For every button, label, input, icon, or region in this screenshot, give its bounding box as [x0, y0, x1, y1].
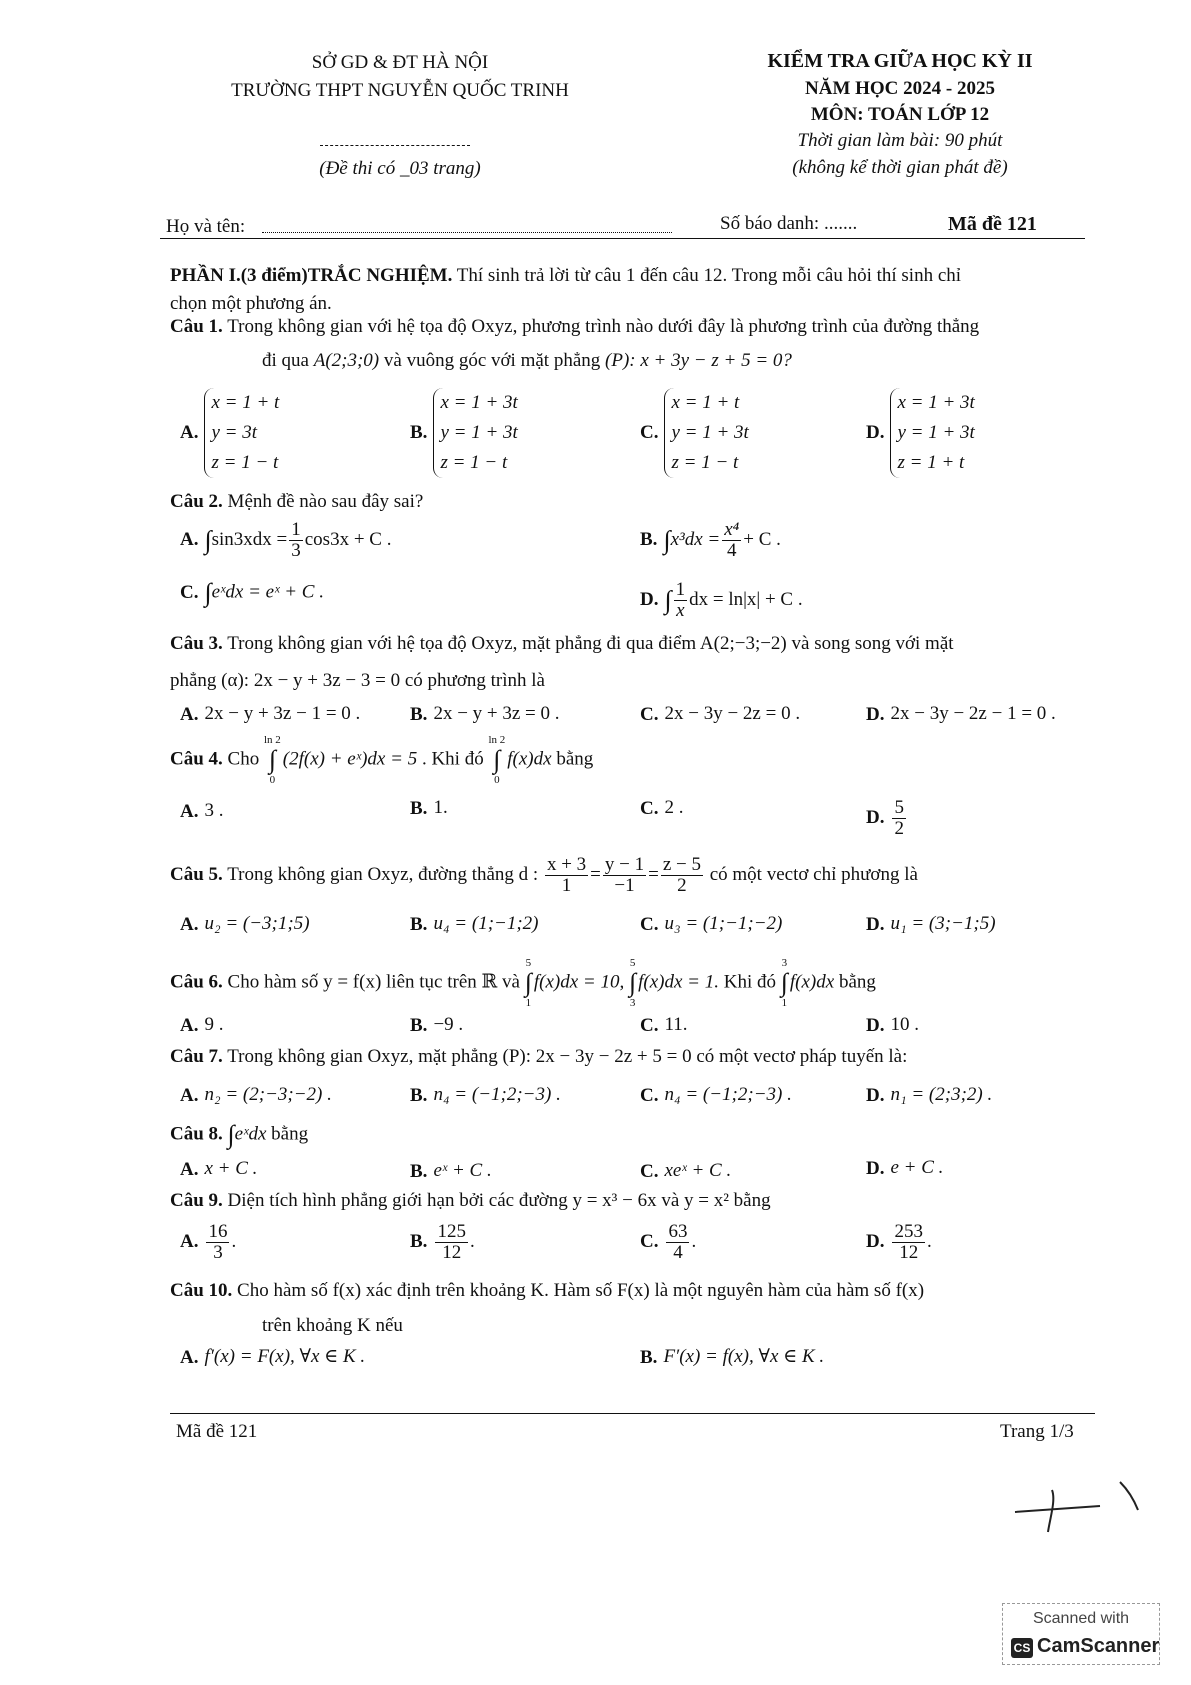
question-7: Câu 7. Trong không gian Oxyz, mặt phẳng (P): 2x − 3y − 2z + 5 = 0 có một vectơ pháp tuyến là: [170, 1046, 908, 1067]
q9-option-a[interactable]: A. $\frac{16}{3}$ . [180, 1221, 237, 1263]
q4-option-d[interactable]: D. $\frac{5}{2}$ [866, 797, 904, 839]
question-5: Câu 5. Trong không gian Oxyz, đường thẳng d : $\frac{x + 3}{1}$ = $\frac{y - 1}{-1}$ = $\frac{z - 5}{2}$ có một vectơ chỉ phương là [170, 854, 918, 896]
q8-option-d[interactable]: D. e + C . [866, 1157, 944, 1179]
question-3: Câu 3. Trong không gian với hệ tọa độ Oxyz, mặt phẳng đi qua điểm A(2;−3;−2) và song song với mặt [170, 633, 954, 654]
time-note: (không kể thời gian phát đề) [792, 157, 1008, 178]
q1-option-b[interactable]: B.x = 1 + 3t y = 1 + 3t z = 1 − t [410, 388, 518, 478]
divider [320, 145, 470, 146]
q5-option-b[interactable]: B. u₄ = (1;−1;2) [410, 913, 539, 935]
q3-option-d[interactable]: D. 2x − 3y − 2z − 1 = 0 . [866, 703, 1056, 725]
exam-title: KIỂM TRA GIỮA HỌC KỲ II [767, 50, 1033, 72]
q3-option-a[interactable]: A. 2x − y + 3z − 1 = 0 . [180, 703, 361, 725]
school-year: NĂM HỌC 2024 - 2025 [805, 78, 995, 99]
q7-option-d[interactable]: D. n₁ = (2;3;2) . [866, 1084, 993, 1106]
name-field[interactable] [262, 232, 672, 233]
student-id: Số báo danh: ....... [720, 213, 858, 234]
question-1: Câu 1. Trong không gian với hệ tọa độ Oxyz, phương trình nào dưới đây là phương trình của đường thẳng [170, 316, 980, 337]
q8-option-c[interactable]: C. xeˣ + C . [640, 1160, 732, 1182]
q7-option-a[interactable]: A. n₂ = (2;−3;−2) . [180, 1084, 332, 1106]
q6-option-d[interactable]: D. 10 . [866, 1014, 919, 1036]
q6-option-c[interactable]: C. 11. [640, 1014, 688, 1036]
question-6: Câu 6. Cho hàm số y = f(x) liên tục trên ℝ và 5 ∫ 1f(x)dx = 10, 5 ∫ 3f(x)dx = 1. Khi đó 3 ∫ 1f(x)dx bằng [170, 957, 876, 1009]
footer-code: Mã đề 121 [176, 1421, 258, 1442]
signature-mark [1010, 1470, 1150, 1540]
stamp-line1: Scanned with [1032, 1610, 1130, 1627]
q6-option-b[interactable]: B. −9 . [410, 1014, 464, 1036]
q1-option-a[interactable]: A.x = 1 + t y = 3t z = 1 − t [180, 388, 279, 478]
question-4: Câu 4. Cho ln 2 ∫ 0(2f(x) + eˣ)dx = 5 . Khi đó ln 2 ∫ 0f(x)dx bằng [170, 734, 594, 786]
question-1-line2: đi qua A(2;3;0) và vuông góc với mặt phẳng (P): x + 3y − z + 5 = 0? [262, 350, 792, 371]
name-label: Họ và tên: [166, 216, 246, 237]
q5-option-a[interactable]: A. u₂ = (−3;1;5) [180, 913, 310, 935]
q1-option-d[interactable]: D.x = 1 + 3t y = 1 + 3t z = 1 + t [866, 388, 975, 478]
q9-option-b[interactable]: B. $\frac{125}{12}$ . [410, 1221, 475, 1263]
q4-option-a[interactable]: A. 3 . [180, 800, 224, 822]
header-rule [160, 238, 1085, 239]
subject: MÔN: TOÁN LỚP 12 [810, 104, 990, 125]
q9-option-c[interactable]: C. $\frac{63}{4}$ . [640, 1221, 697, 1263]
question-3-line2: phẳng (α): 2x − y + 3z − 3 = 0 có phương trình là [170, 670, 545, 691]
q10-option-a[interactable]: A. f′(x) = F(x), ∀x ∈ K . [180, 1346, 366, 1368]
question-10-line2: trên khoảng K nếu [262, 1315, 403, 1336]
question-10: Câu 10. Cho hàm số f(x) xác định trên khoảng K. Hàm số F(x) là một nguyên hàm của hàm số f(x) [170, 1280, 925, 1301]
q7-option-c[interactable]: C. n₄ = (−1;2;−3) . [640, 1084, 792, 1106]
pages-note: (Đề thi có _03 trang) [319, 158, 481, 179]
q2-option-c[interactable]: C. ∫eˣdx = eˣ + C . [180, 578, 324, 607]
exam-code: Mã đề 121 [948, 213, 1037, 235]
q2-option-a[interactable]: A. ∫sin3xdx = $\frac{1}{3}$ cos3x + C . [180, 519, 392, 561]
q7-option-b[interactable]: B. n₄ = (−1;2;−3) . [410, 1084, 561, 1106]
section-desc: chọn một phương án. [170, 293, 332, 314]
q2-option-d[interactable]: D. ∫ $\frac{1}{x}$ dx = ln|x| + C . [640, 579, 803, 621]
q2-option-b[interactable]: B. ∫x³dx = $\frac{\text{x⁴}}{4}$ + C . [640, 519, 781, 561]
time-limit: Thời gian làm bài: 90 phút [797, 130, 1003, 151]
footer-page: Trang 1/3 [1000, 1421, 1074, 1442]
q4-option-c[interactable]: C. 2 . [640, 797, 684, 819]
q1-option-c[interactable]: C.x = 1 + t y = 1 + 3t z = 1 − t [640, 388, 749, 478]
q3-option-c[interactable]: C. 2x − 3y − 2z = 0 . [640, 703, 801, 725]
q3-option-b[interactable]: B. 2x − y + 3z = 0 . [410, 703, 560, 725]
department: SỞ GD & ĐT HÀ NỘI [311, 52, 489, 73]
question-9: Câu 9. Diện tích hình phẳng giới hạn bởi các đường y = x³ − 6x và y = x² bằng [170, 1190, 771, 1211]
camscanner-logo-icon: CS [1011, 1638, 1033, 1658]
q4-option-b[interactable]: B. 1. [410, 797, 448, 819]
camscanner-stamp [1002, 1603, 1160, 1665]
stamp-line2: CamScanner [1037, 1635, 1160, 1657]
question-2: Câu 2. Mệnh đề nào sau đây sai? [170, 491, 424, 512]
q8-option-b[interactable]: B. eˣ + C . [410, 1160, 492, 1182]
q6-option-a[interactable]: A. 9 . [180, 1014, 224, 1036]
footer-rule [170, 1413, 1095, 1414]
question-8: Câu 8. ∫eˣdx bằng [170, 1120, 309, 1149]
section-title: PHẦN I.(3 điểm)TRẮC NGHIỆM. Thí sinh trả lời từ câu 1 đến câu 12. Trong mỗi câu hỏi thí sinh chỉ [170, 265, 962, 286]
q8-option-a[interactable]: A. x + C . [180, 1158, 258, 1180]
school-name: TRƯỜNG THPT NGUYỄN QUỐC TRINH [231, 80, 569, 101]
q10-option-b[interactable]: B. F′(x) = f(x), ∀x ∈ K . [640, 1346, 825, 1368]
q9-option-d[interactable]: D. $\frac{253}{12}$ . [866, 1221, 932, 1263]
q5-option-c[interactable]: C. u₃ = (1;−1;−2) [640, 913, 783, 935]
q5-option-d[interactable]: D. u₁ = (3;−1;5) [866, 913, 996, 935]
